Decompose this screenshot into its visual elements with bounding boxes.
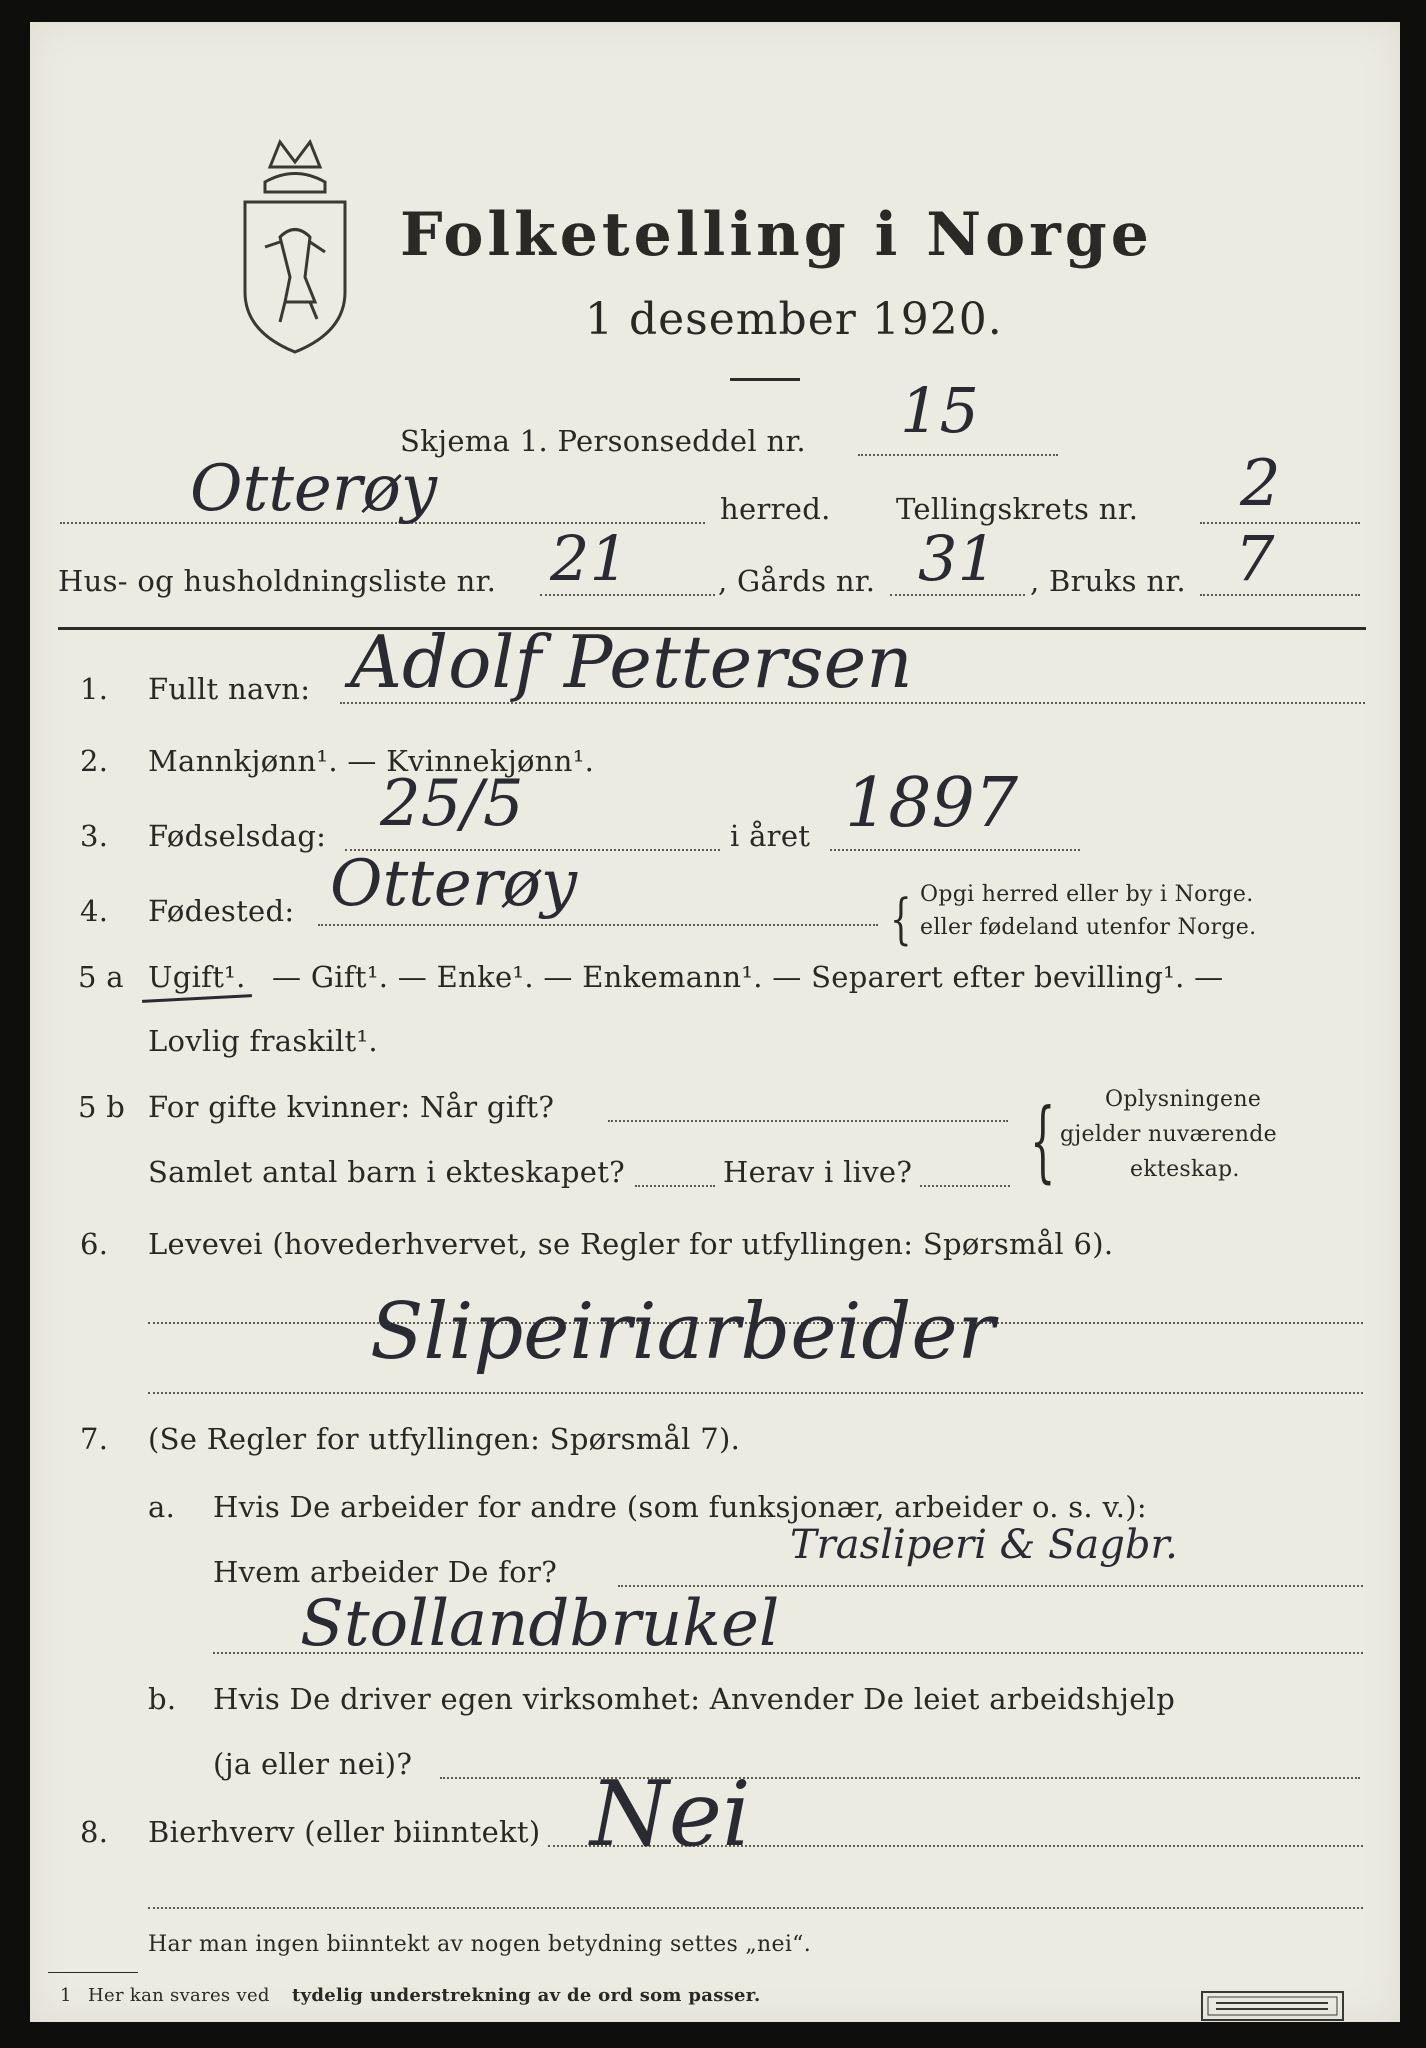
ugift-option[interactable]: Ugift¹.: [148, 960, 246, 994]
bruks-label: , Bruks nr.: [1030, 564, 1186, 598]
q8-number: 8.: [80, 1815, 109, 1849]
occupation-hw: Slipeiriarbeider: [370, 1287, 995, 1377]
q4-note-1: Opgi herred eller by i Norge.: [920, 882, 1254, 907]
footnote-number: 1: [60, 1985, 72, 2006]
birth-year-field[interactable]: [830, 849, 1080, 851]
side-income-field-2[interactable]: [148, 1907, 1363, 1909]
q7a-letter: a.: [148, 1490, 176, 1524]
q8-label: Bierhverv (eller biinntekt): [148, 1815, 541, 1849]
footer-note: Har man ingen biinntekt av nogen betydning settes „nei“.: [148, 1932, 812, 1957]
q2-number: 2.: [80, 744, 109, 778]
q5a-line2: Lovlig fraskilt¹.: [148, 1024, 378, 1058]
full-name-hw: Adolf Pettersen: [350, 620, 913, 704]
q5b-label: For gifte kvinner: Når gift?: [148, 1090, 555, 1124]
q5b-note-1: Oplysningene: [1105, 1087, 1262, 1112]
q5b-number: 5 b: [78, 1090, 126, 1124]
gards-label: , Gårds nr.: [718, 564, 876, 598]
q5b-children-label: Samlet antal barn i ekteskapet?: [148, 1155, 625, 1189]
q1-number: 1.: [80, 672, 109, 706]
tellingskrets-hw: 2: [1240, 447, 1281, 521]
ugift-underline: [142, 994, 252, 1003]
form-title: Folketelling i Norge: [400, 200, 1153, 270]
birthday-hw: 25/5: [380, 767, 524, 841]
personseddel-number-field[interactable]: [858, 454, 1058, 456]
tellingskrets-field[interactable]: [1200, 522, 1360, 524]
q5b-note-3: ekteskap.: [1130, 1157, 1240, 1182]
q7b-label: Hvis De driver egen virksomhet: Anvender De leiet arbeidshjelp: [213, 1682, 1176, 1716]
census-form: [30, 22, 1400, 2022]
alive-field[interactable]: [920, 1185, 1010, 1187]
hus-label: Hus- og husholdningsliste nr.: [58, 564, 497, 598]
q6-number: 6.: [80, 1227, 109, 1261]
q7b-label2: (ja eller nei)?: [213, 1747, 413, 1781]
coat-of-arms-icon: [225, 127, 365, 357]
q5b-note-2: gjelder nuværende: [1060, 1122, 1277, 1147]
q7-number: 7.: [80, 1422, 109, 1456]
census-date: 1 desember 1920.: [585, 294, 1003, 345]
birth-year-hw: 1897: [845, 764, 1019, 843]
q4-brace: {: [890, 888, 912, 952]
q7-label: (Se Regler for utfyllingen: Spørsmål 7).: [148, 1422, 741, 1456]
q1-label: Fullt navn:: [148, 672, 311, 706]
q6-label: Levevei (hovederhvervet, se Regler for utfyllingen: Spørsmål 6).: [148, 1227, 1114, 1261]
q2-label: Mannkjønn¹. — Kvinnekjønn¹.: [148, 744, 595, 778]
title-divider: [730, 378, 800, 381]
q7b-letter: b.: [148, 1682, 177, 1716]
schema-label: Skjema 1. Personseddel nr.: [400, 424, 806, 458]
printer-stamp-icon: [1200, 1990, 1345, 2022]
q5a-options: — Gift¹. — Enke¹. — Enkemann¹. — Separert efter bevilling¹. —: [272, 960, 1224, 994]
bruks-field[interactable]: [1200, 594, 1360, 596]
hired-help-field[interactable]: [440, 1777, 1360, 1779]
q4-number: 4.: [80, 894, 109, 928]
q5b-brace: {: [1030, 1092, 1056, 1194]
married-when-field[interactable]: [608, 1120, 1008, 1122]
personseddel-number-hw: 15: [900, 374, 979, 447]
footnote-rule: [48, 1972, 138, 1973]
birthplace-hw: Otterøy: [330, 847, 578, 921]
gards-hw: 31: [918, 522, 997, 595]
bruks-hw: 7: [1235, 522, 1275, 595]
q3-number: 3.: [80, 819, 109, 853]
children-field[interactable]: [635, 1185, 715, 1187]
q7a-employer-label: Hvem arbeider De for?: [213, 1555, 558, 1589]
herred-label: herred.: [720, 492, 831, 526]
q4-label: Fødested:: [148, 894, 295, 928]
q3-label: Fødselsdag:: [148, 819, 327, 853]
footnote-bold: tydelig understrekning av de ord som passer.: [292, 1985, 761, 2006]
q4-note-2: eller fødeland utenfor Norge.: [920, 915, 1257, 940]
hus-hw: 21: [550, 522, 629, 595]
footnote-text: Her kan svares ved: [88, 1985, 270, 2006]
q5b-alive-label: Herav i live?: [723, 1155, 913, 1189]
birthplace-field[interactable]: [318, 924, 878, 926]
employer-hw-1: Trasliperi & Sagbr.: [790, 1522, 1178, 1568]
side-income-hw: Nei: [590, 1762, 751, 1867]
q3-year-label: i året: [730, 819, 811, 853]
q5a-number: 5 a: [78, 960, 124, 994]
occupation-field-2[interactable]: [148, 1392, 1363, 1394]
employer-hw-2: Stollandbrukel: [300, 1587, 780, 1661]
q7a-label: Hvis De arbeider for andre (som funksjonær, arbeider o. s. v.):: [213, 1490, 1147, 1524]
herred-hw: Otterøy: [190, 452, 438, 526]
tellingskrets-label: Tellingskrets nr.: [896, 492, 1139, 526]
